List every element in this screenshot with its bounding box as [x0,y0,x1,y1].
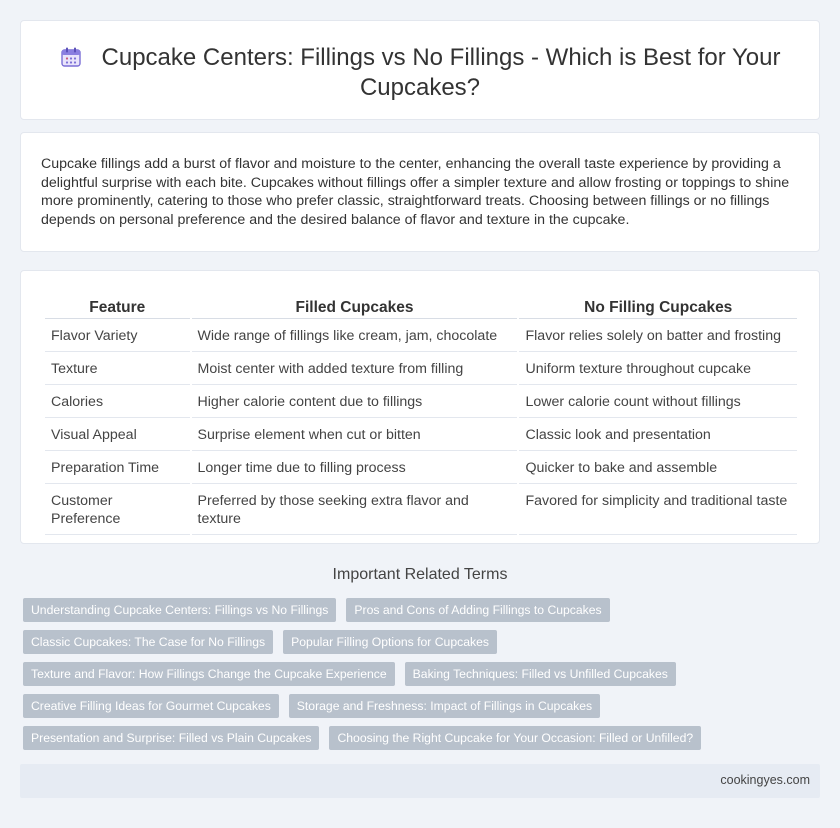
comparison-table [43,297,799,535]
header-feature: Feature [45,297,190,319]
related-term-link[interactable]: Presentation and Surprise: Filled vs Plain Cupcakes [23,726,319,750]
related-terms-title: Important Related Terms [332,566,508,583]
header-card [20,20,820,120]
related-term-link[interactable]: Storage and Freshness: Impact of Fillings in Cupcakes [289,694,600,718]
table-row [45,319,797,352]
table-row [45,451,797,484]
table-cell-filled: Surprise element when cut or bitten [192,418,518,451]
table-cell-filled: Wide range of fillings like cream, jam, chocolate [192,319,518,352]
tag-row [23,726,823,750]
table-cell-filled: Preferred by those seeking extra flavor and texture [192,484,518,535]
table-cell-filled: Moist center with added texture from filling [192,352,518,385]
table-cell-no-filling: Favored for simplicity and traditional taste [519,484,797,535]
related-term-link[interactable]: Understanding Cupcake Centers: Fillings vs No Fillings [23,598,336,622]
table-cell-feature: Customer Preference [45,484,190,535]
related-term-link[interactable]: Popular Filling Options for Cupcakes [283,630,497,654]
intro-card [20,132,820,252]
table-cell-feature: Flavor Variety [45,319,190,352]
page-title-text: Cupcake Centers: Fillings vs No Fillings - Which is Best for Your Cupcakes? [101,44,781,101]
table-cell-no-filling: Lower calorie count without fillings [519,385,797,418]
table-cell-no-filling: Classic look and presentation [519,418,797,451]
table-row [45,484,797,535]
intro-paragraph: Cupcake fillings add a burst of flavor and moisture to the center, enhancing the overall taste experience by providing a delightful surprise with each bite. Cupcakes without fillings offer a simpler texture and allow frosting or toppings to shine more prominently, catering to those who prefer classic, straightforward treats. Choosing between fillings or no fillings depends on personal preference and the desired balance of flavor and texture in the cupcake. [41,156,790,228]
related-term-link[interactable]: Creative Filling Ideas for Gourmet Cupcakes [23,694,279,718]
related-term-link[interactable]: Texture and Flavor: How Fillings Change the Cupcake Experience [23,662,395,686]
calendar-icon [60,46,82,68]
related-term-link[interactable]: Pros and Cons of Adding Fillings to Cupcakes [346,598,609,622]
table-cell-filled: Higher calorie content due to fillings [192,385,518,418]
related-terms-list [23,598,823,758]
footer [20,764,820,798]
table-cell-filled: Longer time due to filling process [192,451,518,484]
comparison-card [20,270,820,544]
table-row [45,385,797,418]
table-cell-no-filling: Uniform texture throughout cupcake [519,352,797,385]
tag-row [23,630,823,654]
footer-site-link[interactable]: cookingyes.com [720,773,810,787]
related-term-link[interactable]: Choosing the Right Cupcake for Your Occasion: Filled or Unfilled? [329,726,701,750]
table-cell-feature: Visual Appeal [45,418,190,451]
tag-row [23,598,823,622]
table-row [45,418,797,451]
tag-row [23,662,823,686]
table-cell-no-filling: Quicker to bake and assemble [519,451,797,484]
page-title [21,21,819,103]
table-header-row [45,297,797,319]
table-cell-no-filling: Flavor relies solely on batter and frosting [519,319,797,352]
related-term-link[interactable]: Baking Techniques: Filled vs Unfilled Cupcakes [405,662,676,686]
related-term-link[interactable]: Classic Cupcakes: The Case for No Fillings [23,630,273,654]
header-filled: Filled Cupcakes [192,297,518,319]
table-cell-feature: Preparation Time [45,451,190,484]
header-no-filling: No Filling Cupcakes [519,297,797,319]
table-cell-feature: Texture [45,352,190,385]
tag-row [23,694,823,718]
table-cell-feature: Calories [45,385,190,418]
table-row [45,352,797,385]
